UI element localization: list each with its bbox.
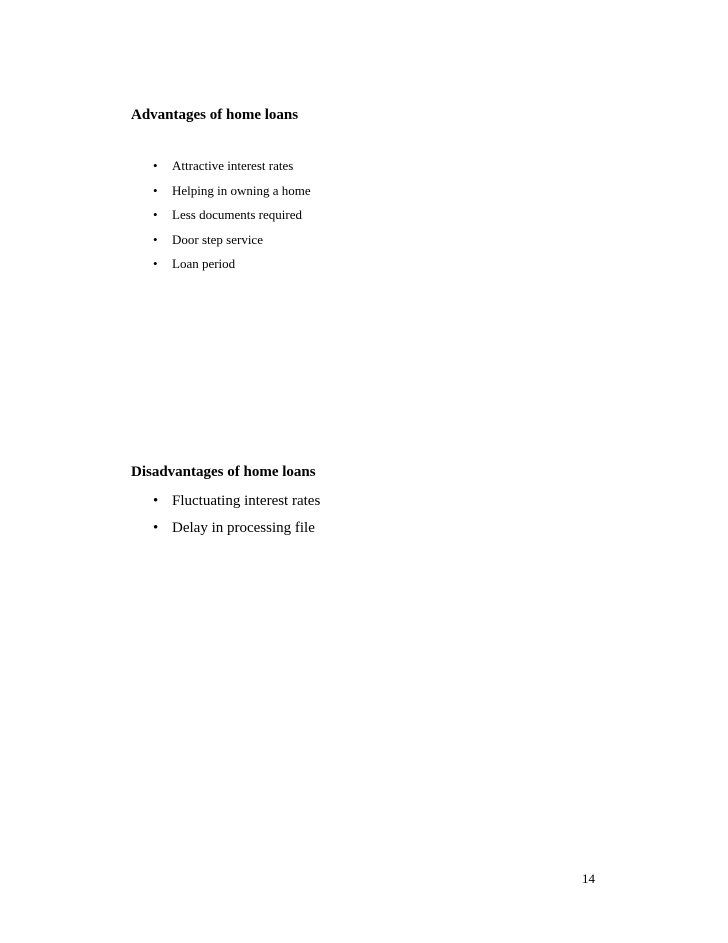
- list-item: [148, 156, 311, 181]
- list-item-text: Attractive interest rates: [172, 158, 294, 173]
- list-item: [148, 230, 311, 255]
- list-item-text: Less documents required: [172, 207, 302, 223]
- advantages-heading: Advantages of home loans: [131, 107, 299, 123]
- bullet-icon: •: [153, 207, 158, 223]
- list-item-text: Delay in processing file: [172, 520, 315, 536]
- disadvantages-list: [148, 490, 320, 544]
- bullet-icon: •: [153, 256, 158, 272]
- bullet-icon: •: [153, 231, 158, 247]
- page-number: 14: [582, 871, 595, 886]
- list-item-text: Loan period: [172, 256, 236, 272]
- disadvantages-heading: Disadvantages of home loans: [131, 464, 316, 480]
- list-item: [148, 205, 311, 230]
- list-item-text: Fluctuating interest rates: [172, 493, 321, 509]
- bullet-icon: •: [153, 493, 159, 509]
- list-item: [148, 181, 311, 206]
- bullet-icon: •: [153, 182, 158, 198]
- bullet-icon: •: [153, 158, 158, 173]
- advantages-list: [148, 156, 311, 279]
- list-item-text: Helping in owning a home: [172, 182, 311, 198]
- list-item: [148, 490, 320, 517]
- list-item-text: Door step service: [172, 231, 263, 247]
- list-item: [148, 517, 320, 544]
- list-item: [148, 254, 311, 279]
- bullet-icon: •: [153, 520, 159, 536]
